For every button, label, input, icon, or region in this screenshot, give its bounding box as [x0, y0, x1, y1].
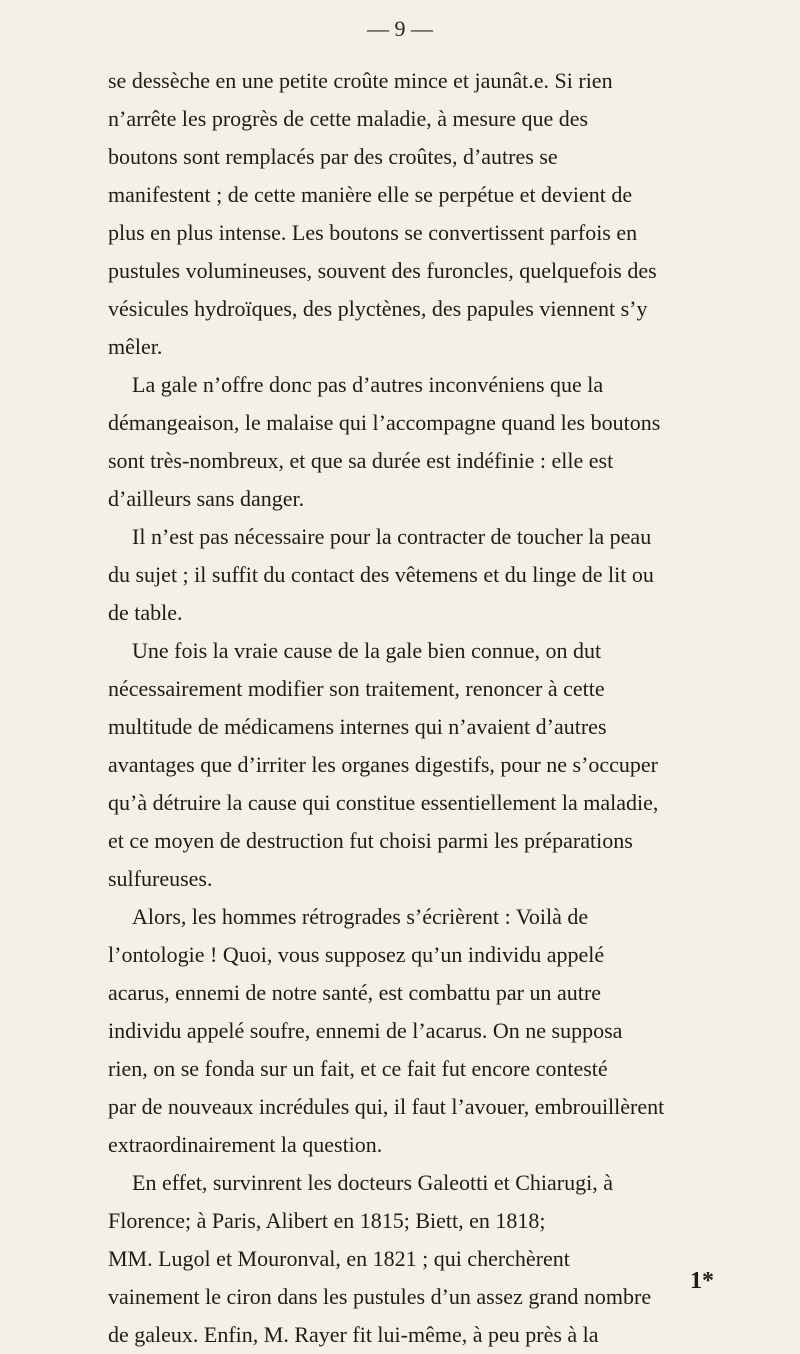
- text-line: de galeux. Enfin, M. Rayer fit lui-même, à peu près à la: [108, 1322, 599, 1347]
- signature-mark: 1*: [690, 1268, 714, 1294]
- text-line: n’arrête les progrès de cette maladie, à mesure que des: [108, 106, 589, 131]
- page-number: — 9 —: [367, 16, 433, 41]
- text-line: extraordinairement la question.: [108, 1132, 383, 1157]
- text-line: démangeaison, le malaise qui l’accompagne quand les boutons: [108, 410, 661, 435]
- text-line: manifestent ; de cette manière elle se perpétue et devient de: [108, 182, 633, 207]
- text-line: Il n’est pas nécessaire pour la contracter de toucher la peau: [132, 524, 652, 549]
- text-line: l’ontologie ! Quoi, vous supposez qu’un individu appelé: [108, 942, 605, 967]
- text-line: rien, on se fonda sur un fait, et ce fait fut encore contesté: [108, 1056, 608, 1081]
- text-line: boutons sont remplacés par des croûtes, d’autres se: [108, 144, 558, 169]
- text-line: sulfureuses.: [108, 866, 213, 891]
- text-line: nécessairement modifier son traitement, renoncer à cette: [108, 676, 605, 701]
- text-line: qu’à détruire la cause qui constitue essentiellement la maladie,: [108, 790, 659, 815]
- text-line: avantages que d’irriter les organes digestifs, pour ne s’occuper: [108, 752, 659, 777]
- text-line: et ce moyen de destruction fut choisi parmi les préparations: [108, 828, 633, 853]
- text-line: vésicules hydroïques, des plyctènes, des papules viennent s’y: [108, 296, 648, 321]
- text-line: Une fois la vraie cause de la gale bien connue, on dut: [132, 638, 602, 663]
- text-line: par de nouveaux incrédules qui, il faut l’avouer, embrouillèrent: [108, 1094, 665, 1119]
- text-line: mêler.: [108, 334, 163, 359]
- text-line: acarus, ennemi de notre santé, est combattu par un autre: [108, 980, 601, 1005]
- text-line: multitude de médicamens internes qui n’avaient d’autres: [108, 714, 607, 739]
- text-line: Florence; à Paris, Alibert en 1815; Biett, en 1818;: [108, 1208, 546, 1233]
- text-line: En effet, survinrent les docteurs Galeotti et Chiarugi, à: [132, 1170, 614, 1195]
- body-text: [108, 62, 758, 1354]
- text-line: individu appelé soufre, ennemi de l’acarus. On ne supposa: [108, 1018, 623, 1043]
- text-line: MM. Lugol et Mouronval, en 1821 ; qui cherchèrent: [108, 1246, 570, 1271]
- text-line: plus en plus intense. Les boutons se convertissent parfois en: [108, 220, 638, 245]
- text-line: La gale n’offre donc pas d’autres inconvéniens que la: [132, 372, 604, 397]
- text-line: Alors, les hommes rétrogrades s’écrièrent : Voilà de: [132, 904, 589, 929]
- text-line: du sujet ; il suffit du contact des vêtemens et du linge de lit ou: [108, 562, 654, 587]
- text-line: sont très-nombreux, et que sa durée est indéfinie : elle est: [108, 448, 614, 473]
- text-line: d’ailleurs sans danger.: [108, 486, 305, 511]
- text-line: de table.: [108, 600, 183, 625]
- text-line: vainement le ciron dans les pustules d’un assez grand nombre: [108, 1284, 652, 1309]
- text-line: se dessèche en une petite croûte mince et jaunât.e. Si rien: [108, 68, 613, 93]
- text-line: pustules volumineuses, souvent des furoncles, quelquefois des: [108, 258, 657, 283]
